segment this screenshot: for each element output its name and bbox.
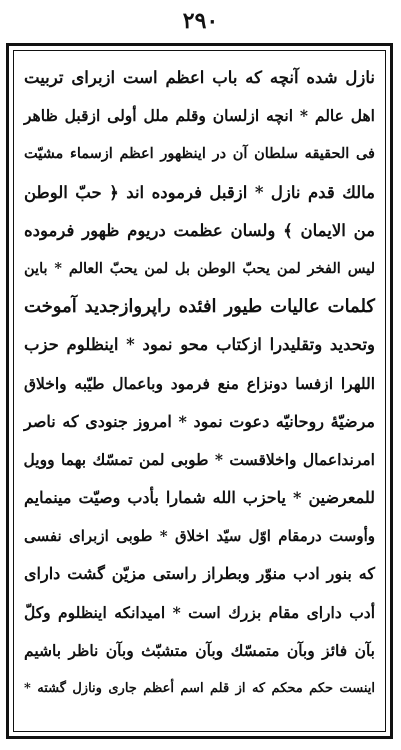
page-frame <box>6 43 393 739</box>
text-line: مرضیّهٔ روحانیّه دعوت نمود * امروز جنودی که ناصر <box>24 411 375 431</box>
text-line: فی الحقیقه سلطان آن در اینظهور اعظم ازسماء مشیّت <box>24 145 375 163</box>
text-line: للمعرضین * یاحزب الله شمارا بأدب وصیّت مینمایم <box>24 488 375 508</box>
text-line: که بنور ادب منوّر وبطراز راستی مزیّن گشت دارای <box>24 564 375 584</box>
text-line: أدب دارای مقام بزرك است * امیدانکه اینظلوم وکلّ <box>24 602 375 622</box>
text-line: اینست حکم محکم که از قلم اسم أعظم جاری ونازل گشته * <box>24 681 375 696</box>
text-line: کلمات عالیات طیور افئده راپروازجدید آموخت <box>24 296 375 318</box>
text-line: من الایمان ﴾ ولسان عظمت دریوم ظهور فرموده <box>24 220 375 240</box>
text-line: بآن فائز وبآن متمسّك وبآن متشبّث وبآن ناظر باشیم <box>24 640 375 660</box>
text-line: اللهرا ازفسا دونزاع منع فرمود وباعمال طیّبه واخلاق <box>24 373 375 393</box>
page-number: ۲۹۰ <box>182 8 219 34</box>
text-line: امرنداعمال واخلاقست * طوبی لمن تمسّك بهما وویل <box>23 449 375 469</box>
text-block <box>13 50 386 732</box>
text-line: وأوست درمقام اوّل سیّد اخلاق * طوبی ازبرای نفسی <box>24 527 375 546</box>
text-line: مالك قدم نازل * ازقبل فرموده اند ﴿ حبّ الوطن <box>24 182 375 202</box>
text-line: اهل عالم * انچه ازلسان وقلم ملل أولی ازقبل ظاهر <box>24 106 375 126</box>
text-line: وتحدید وتقلیدرا ازکتاب محو نمود * اینظلوم حزب <box>24 335 375 355</box>
text-line: لیس الفخر لمن یحبّ الوطن بل لمن یحبّ العالم * باین <box>24 259 375 277</box>
text-line: نازل شده آنچه که باب اعظم است ازبرای تربیت <box>24 68 375 87</box>
